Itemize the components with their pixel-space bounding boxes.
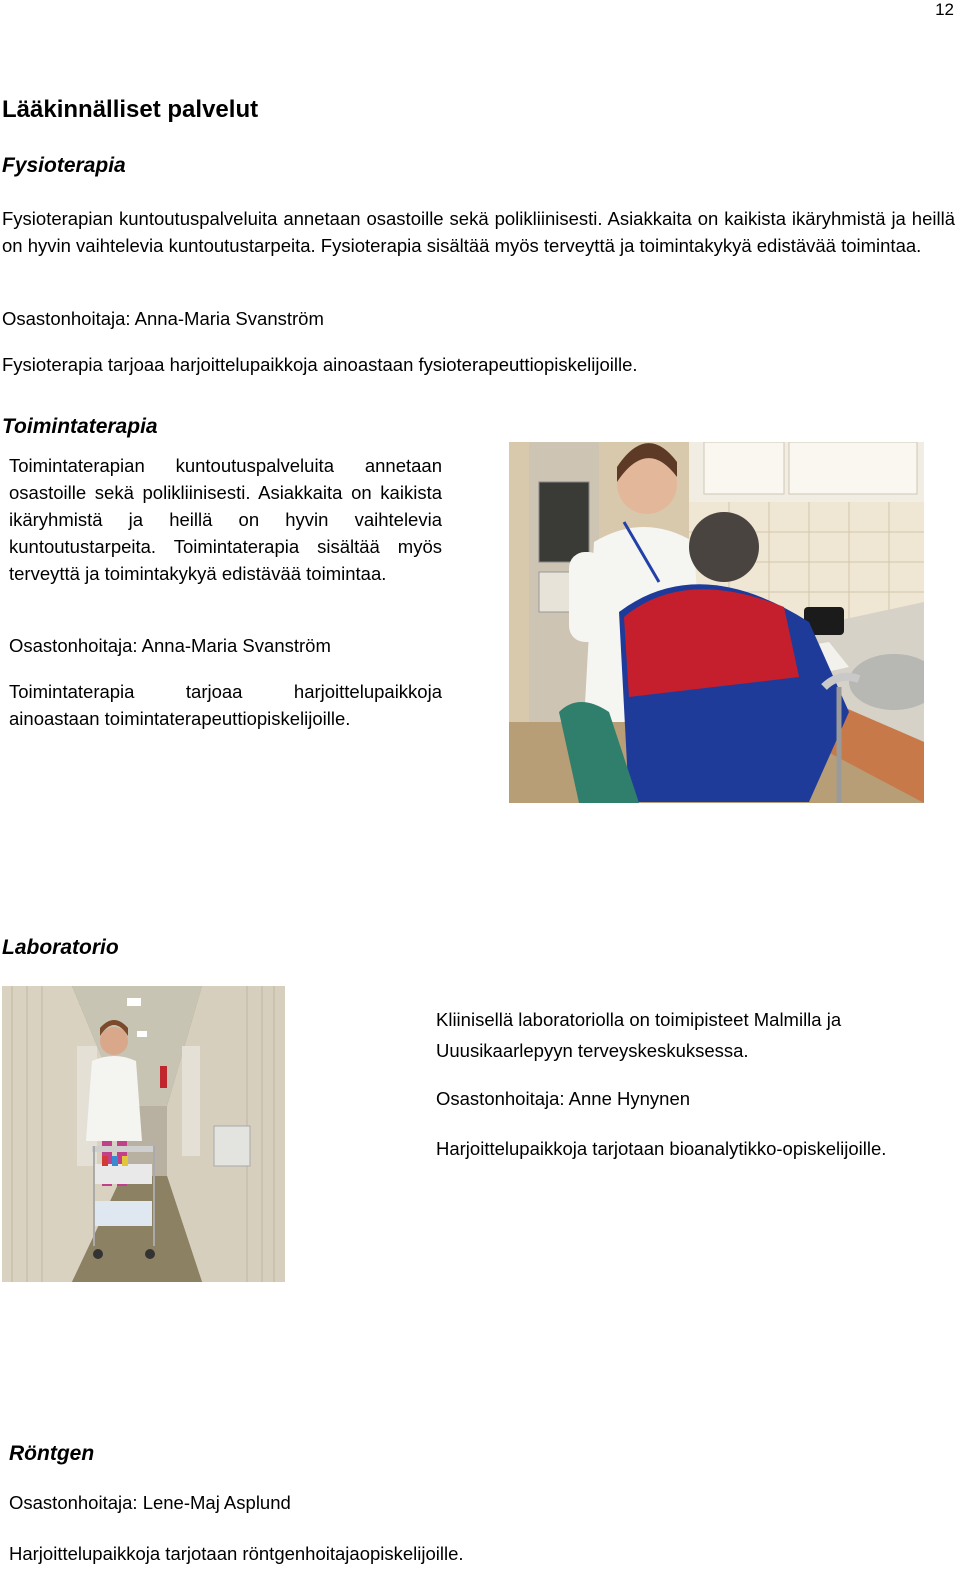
rontgen-head-nurse: Osastonhoitaja: Lene-Maj Asplund bbox=[9, 1492, 291, 1513]
page-title: Lääkinnälliset palvelut bbox=[2, 96, 259, 123]
rontgen-placements: Harjoittelupaikkoja tarjotaan röntgenhoitajaopiskelijoille. bbox=[9, 1543, 464, 1564]
laboratory-photo bbox=[2, 986, 285, 1282]
laboratorio-description: Kliinisellä laboratoriolla on toimipisteet Malmilla ja Uuusikaarlepyyn terveyskeskuksessa. bbox=[436, 1009, 842, 1061]
toimintaterapia-placements: Toimintaterapia tarjoaa harjoittelupaikkoja ainoastaan toimintaterapeuttiopiskelijoille. bbox=[9, 681, 442, 729]
toimintaterapia-head-nurse: Osastonhoitaja: Anna-Maria Svanström bbox=[9, 635, 331, 656]
rontgen-heading: Röntgen bbox=[9, 1442, 95, 1465]
page-number: 12 bbox=[935, 0, 954, 19]
fysioterapia-description: Fysioterapian kuntoutuspalveluita annetaan osastoille sekä polikliinisesti. Asiakkaita on kaikista ikäryhmistä ja heillä on hyvin vaihtelevia kuntoutustarpeita. Fysioterapia sisältää myös terveyttä ja toimintakykyä edistävää toimintaa. bbox=[2, 208, 955, 256]
occupational-therapy-photo bbox=[509, 442, 924, 803]
fysioterapia-heading: Fysioterapia bbox=[2, 154, 126, 177]
fysioterapia-placements: Fysioterapia tarjoaa harjoittelupaikkoja ainoastaan fysioterapeuttiopiskelijoille. bbox=[2, 354, 638, 375]
fysioterapia-head-nurse: Osastonhoitaja: Anna-Maria Svanström bbox=[2, 308, 324, 329]
toimintaterapia-heading: Toimintaterapia bbox=[2, 415, 158, 438]
toimintaterapia-description: Toimintaterapian kuntoutuspalveluita annetaan osastoille sekä polikliinisesti. Asiakkaita on kaikista ikäryhmistä ja heillä on hyvin vaihtelevia kuntoutustarpeita. Toimintaterapia sisältää myös terveyttä ja toimintakykyä edistävää toimintaa. bbox=[9, 455, 442, 584]
laboratorio-heading: Laboratorio bbox=[2, 936, 119, 959]
laboratorio-head-nurse: Osastonhoitaja: Anne Hynynen bbox=[436, 1088, 691, 1109]
laboratorio-placements: Harjoittelupaikkoja tarjotaan bioanalytikko-opiskelijoille. bbox=[436, 1138, 887, 1159]
